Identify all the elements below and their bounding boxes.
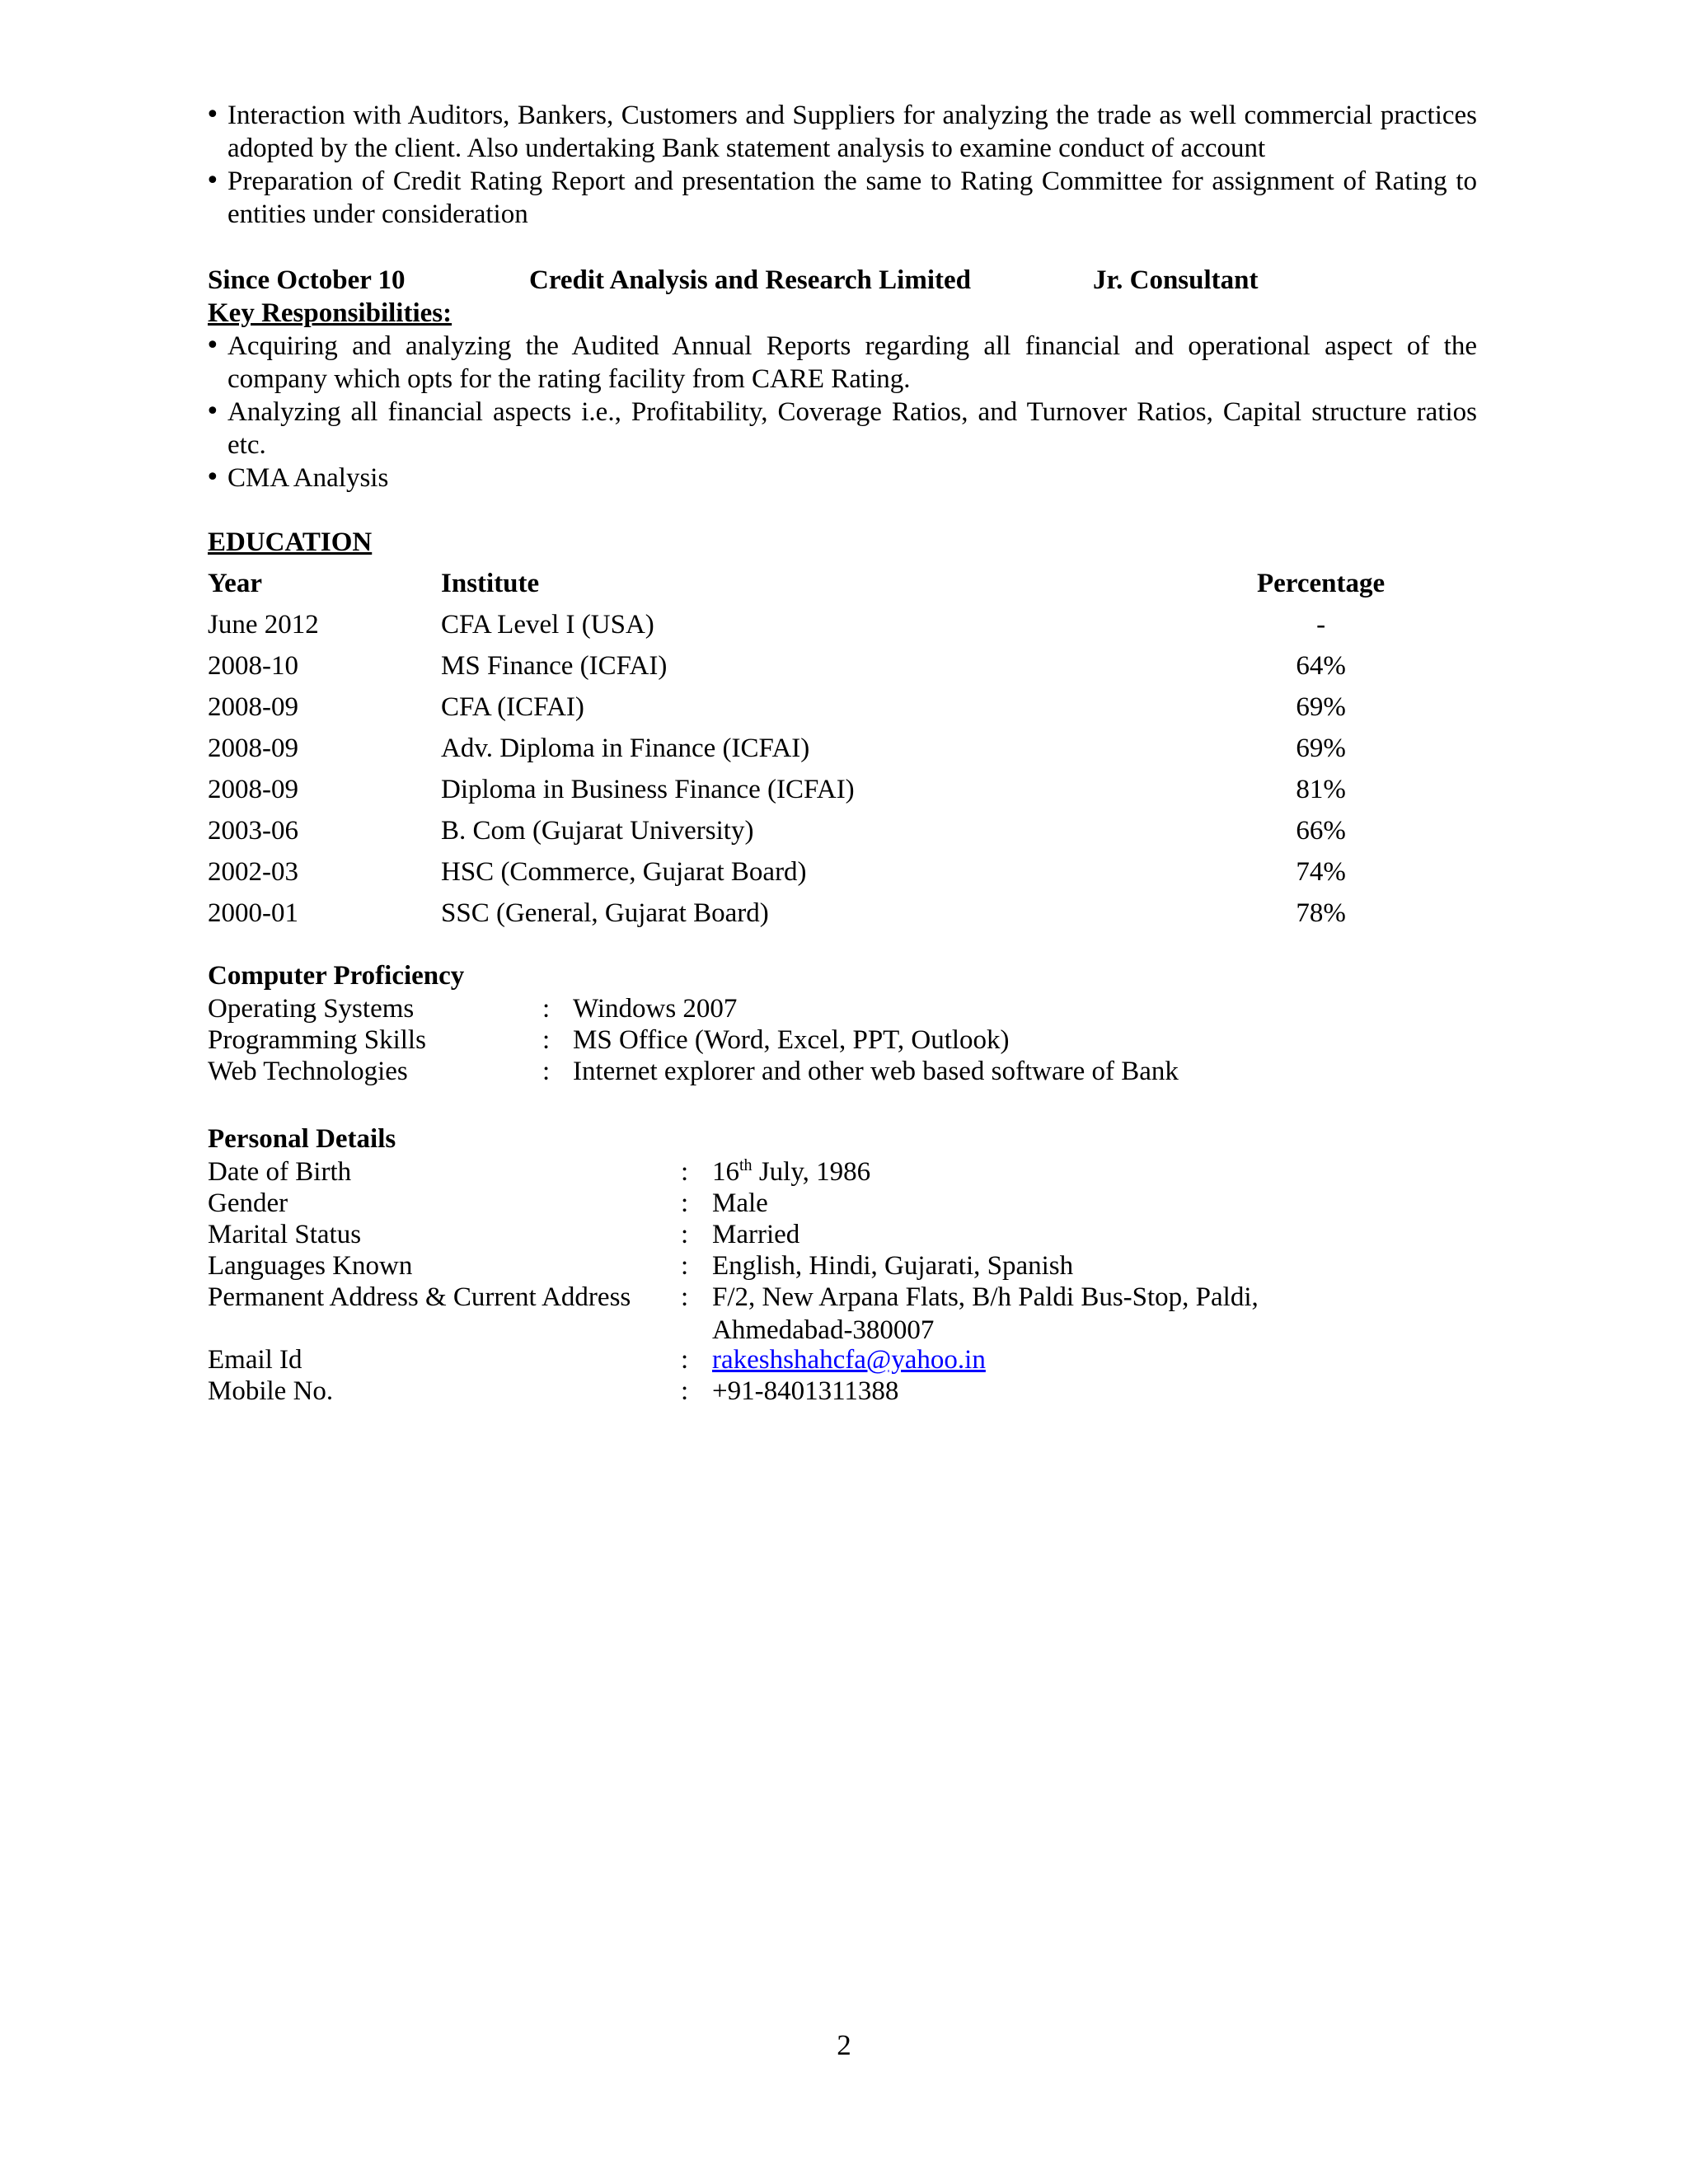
separator: :: [681, 1251, 689, 1281]
column-header-percentage: Percentage: [1257, 569, 1386, 598]
computer-label: Web Technologies: [208, 1057, 408, 1086]
personal-details-heading: Personal Details: [208, 1124, 396, 1154]
column-header-year: Year: [208, 569, 262, 598]
separator: :: [681, 1188, 689, 1218]
personal-row-languages: [208, 1249, 1477, 1281]
list-item: • Interaction with Auditors, Bankers, Customers and Suppliers for analyzing the trade as well commercial practices adopted by the client. Also undertaking Bank statement analysis to examine conduct of account: [208, 99, 1477, 165]
column-header-institute: Institute: [441, 569, 540, 598]
computer-row: [208, 992, 1477, 1024]
cell-percentage: -: [1316, 610, 1326, 640]
job-company: Credit Analysis and Research Limited: [529, 265, 971, 295]
computer-value: Internet explorer and other web based software of Bank: [573, 1057, 1179, 1086]
separator: :: [681, 1282, 689, 1312]
cell-institute: Diploma in Business Finance (ICFAI): [441, 775, 855, 804]
responsibilities-list: [208, 330, 1477, 494]
dob-label: Date of Birth: [208, 1157, 352, 1187]
cell-institute: B. Com (Gujarat University): [441, 816, 754, 846]
email-label: Email Id: [208, 1345, 302, 1375]
resume-content: [208, 99, 1477, 1406]
cell-percentage: 66%: [1296, 816, 1346, 846]
cell-percentage: 69%: [1296, 733, 1346, 763]
cell-institute: SSC (General, Gujarat Board): [441, 898, 769, 928]
computer-row: [208, 1055, 1477, 1086]
email-link[interactable]: rakeshshahcfa@yahoo.in: [712, 1345, 986, 1375]
list-item: • CMA Analysis: [208, 462, 1477, 494]
computer-row: [208, 1024, 1477, 1055]
personal-row-dob: [208, 1155, 1477, 1187]
separator: :: [542, 1025, 551, 1055]
cell-year: 2000-01: [208, 898, 298, 928]
cell-year: 2008-09: [208, 733, 298, 763]
cell-year: 2008-10: [208, 651, 298, 681]
cell-percentage: 81%: [1296, 775, 1346, 804]
table-row: [208, 855, 1385, 897]
address-value: [712, 1281, 1339, 1347]
job-title: Jr. Consultant: [1093, 265, 1259, 295]
mobile-value: +91-8401311388: [712, 1376, 899, 1406]
cell-institute: MS Finance (ICFAI): [441, 651, 668, 681]
separator: :: [681, 1220, 689, 1249]
list-item: • Acquiring and analyzing the Audited Annual Reports regarding all financial and operational aspect of the company which opts for the rating facility from CARE Rating.: [208, 330, 1477, 396]
education-table: [208, 567, 1385, 938]
address-line-2: Ahmedabad-380007: [712, 1315, 935, 1345]
gender-label: Gender: [208, 1188, 288, 1218]
separator: :: [681, 1345, 689, 1375]
cell-year: 2003-06: [208, 816, 298, 846]
separator: :: [681, 1157, 689, 1187]
personal-row-marital: [208, 1218, 1477, 1249]
gender-value: Male: [712, 1188, 768, 1218]
dob-suffix: th: [739, 1156, 753, 1174]
job-header: [208, 264, 1477, 297]
computer-value: MS Office (Word, Excel, PPT, Outlook): [573, 1025, 1010, 1055]
separator: :: [542, 994, 551, 1024]
table-row: [208, 814, 1385, 855]
table-row: [208, 608, 1385, 649]
languages-value: English, Hindi, Gujarati, Spanish: [712, 1251, 1074, 1281]
cell-percentage: 74%: [1296, 857, 1346, 887]
computer-label: Operating Systems: [208, 994, 415, 1024]
table-header-row: [208, 567, 1385, 608]
dob-day: 16: [712, 1157, 739, 1187]
computer-value: Windows 2007: [573, 994, 738, 1024]
cell-year: 2008-09: [208, 775, 298, 804]
cell-institute: CFA (ICFAI): [441, 692, 584, 722]
table-row: [208, 773, 1385, 814]
table-row: [208, 897, 1385, 938]
cell-year: June 2012: [208, 610, 319, 640]
table-row: [208, 649, 1385, 691]
personal-row-address: [208, 1281, 1477, 1343]
computer-proficiency-heading: Computer Proficiency: [208, 961, 465, 991]
job-period: Since October 10: [208, 265, 406, 295]
personal-row-mobile: [208, 1375, 1477, 1406]
marital-label: Marital Status: [208, 1220, 362, 1249]
separator: :: [681, 1376, 689, 1406]
address-label: Permanent Address & Current Address: [208, 1282, 631, 1312]
list-item: • Preparation of Credit Rating Report and presentation the same to Rating Committee for assignment of Rating to entities under consideration: [208, 165, 1477, 231]
cell-institute: HSC (Commerce, Gujarat Board): [441, 857, 807, 887]
address-line-1: F/2, New Arpana Flats, B/h Paldi Bus-Stop, Paldi,: [712, 1282, 1259, 1312]
cell-year: 2008-09: [208, 692, 298, 722]
list-item: • Analyzing all financial aspects i.e., Profitability, Coverage Ratios, and Turnover Ratios, Capital structure ratios etc.: [208, 396, 1477, 462]
computer-label: Programming Skills: [208, 1025, 426, 1055]
cell-institute: CFA Level I (USA): [441, 610, 654, 640]
responsibilities-heading: Key Responsibilities:: [208, 298, 452, 328]
previous-role-bullets: [208, 99, 1477, 231]
email-value-wrapper: [712, 1343, 986, 1376]
personal-row-email: [208, 1343, 1477, 1375]
dob-value: [712, 1155, 870, 1188]
table-row: [208, 691, 1385, 732]
cell-percentage: 64%: [1296, 651, 1346, 681]
education-heading: EDUCATION: [208, 527, 373, 557]
page-number: 2: [837, 2029, 851, 2061]
marital-value: Married: [712, 1220, 800, 1249]
table-row: [208, 732, 1385, 773]
cell-year: 2002-03: [208, 857, 298, 887]
separator: :: [542, 1057, 551, 1086]
personal-row-gender: [208, 1187, 1477, 1218]
languages-label: Languages Known: [208, 1251, 413, 1281]
cell-percentage: 69%: [1296, 692, 1346, 722]
cell-percentage: 78%: [1296, 898, 1346, 928]
cell-institute: Adv. Diploma in Finance (ICFAI): [441, 733, 810, 763]
mobile-label: Mobile No.: [208, 1376, 334, 1406]
dob-rest: July, 1986: [752, 1157, 871, 1187]
